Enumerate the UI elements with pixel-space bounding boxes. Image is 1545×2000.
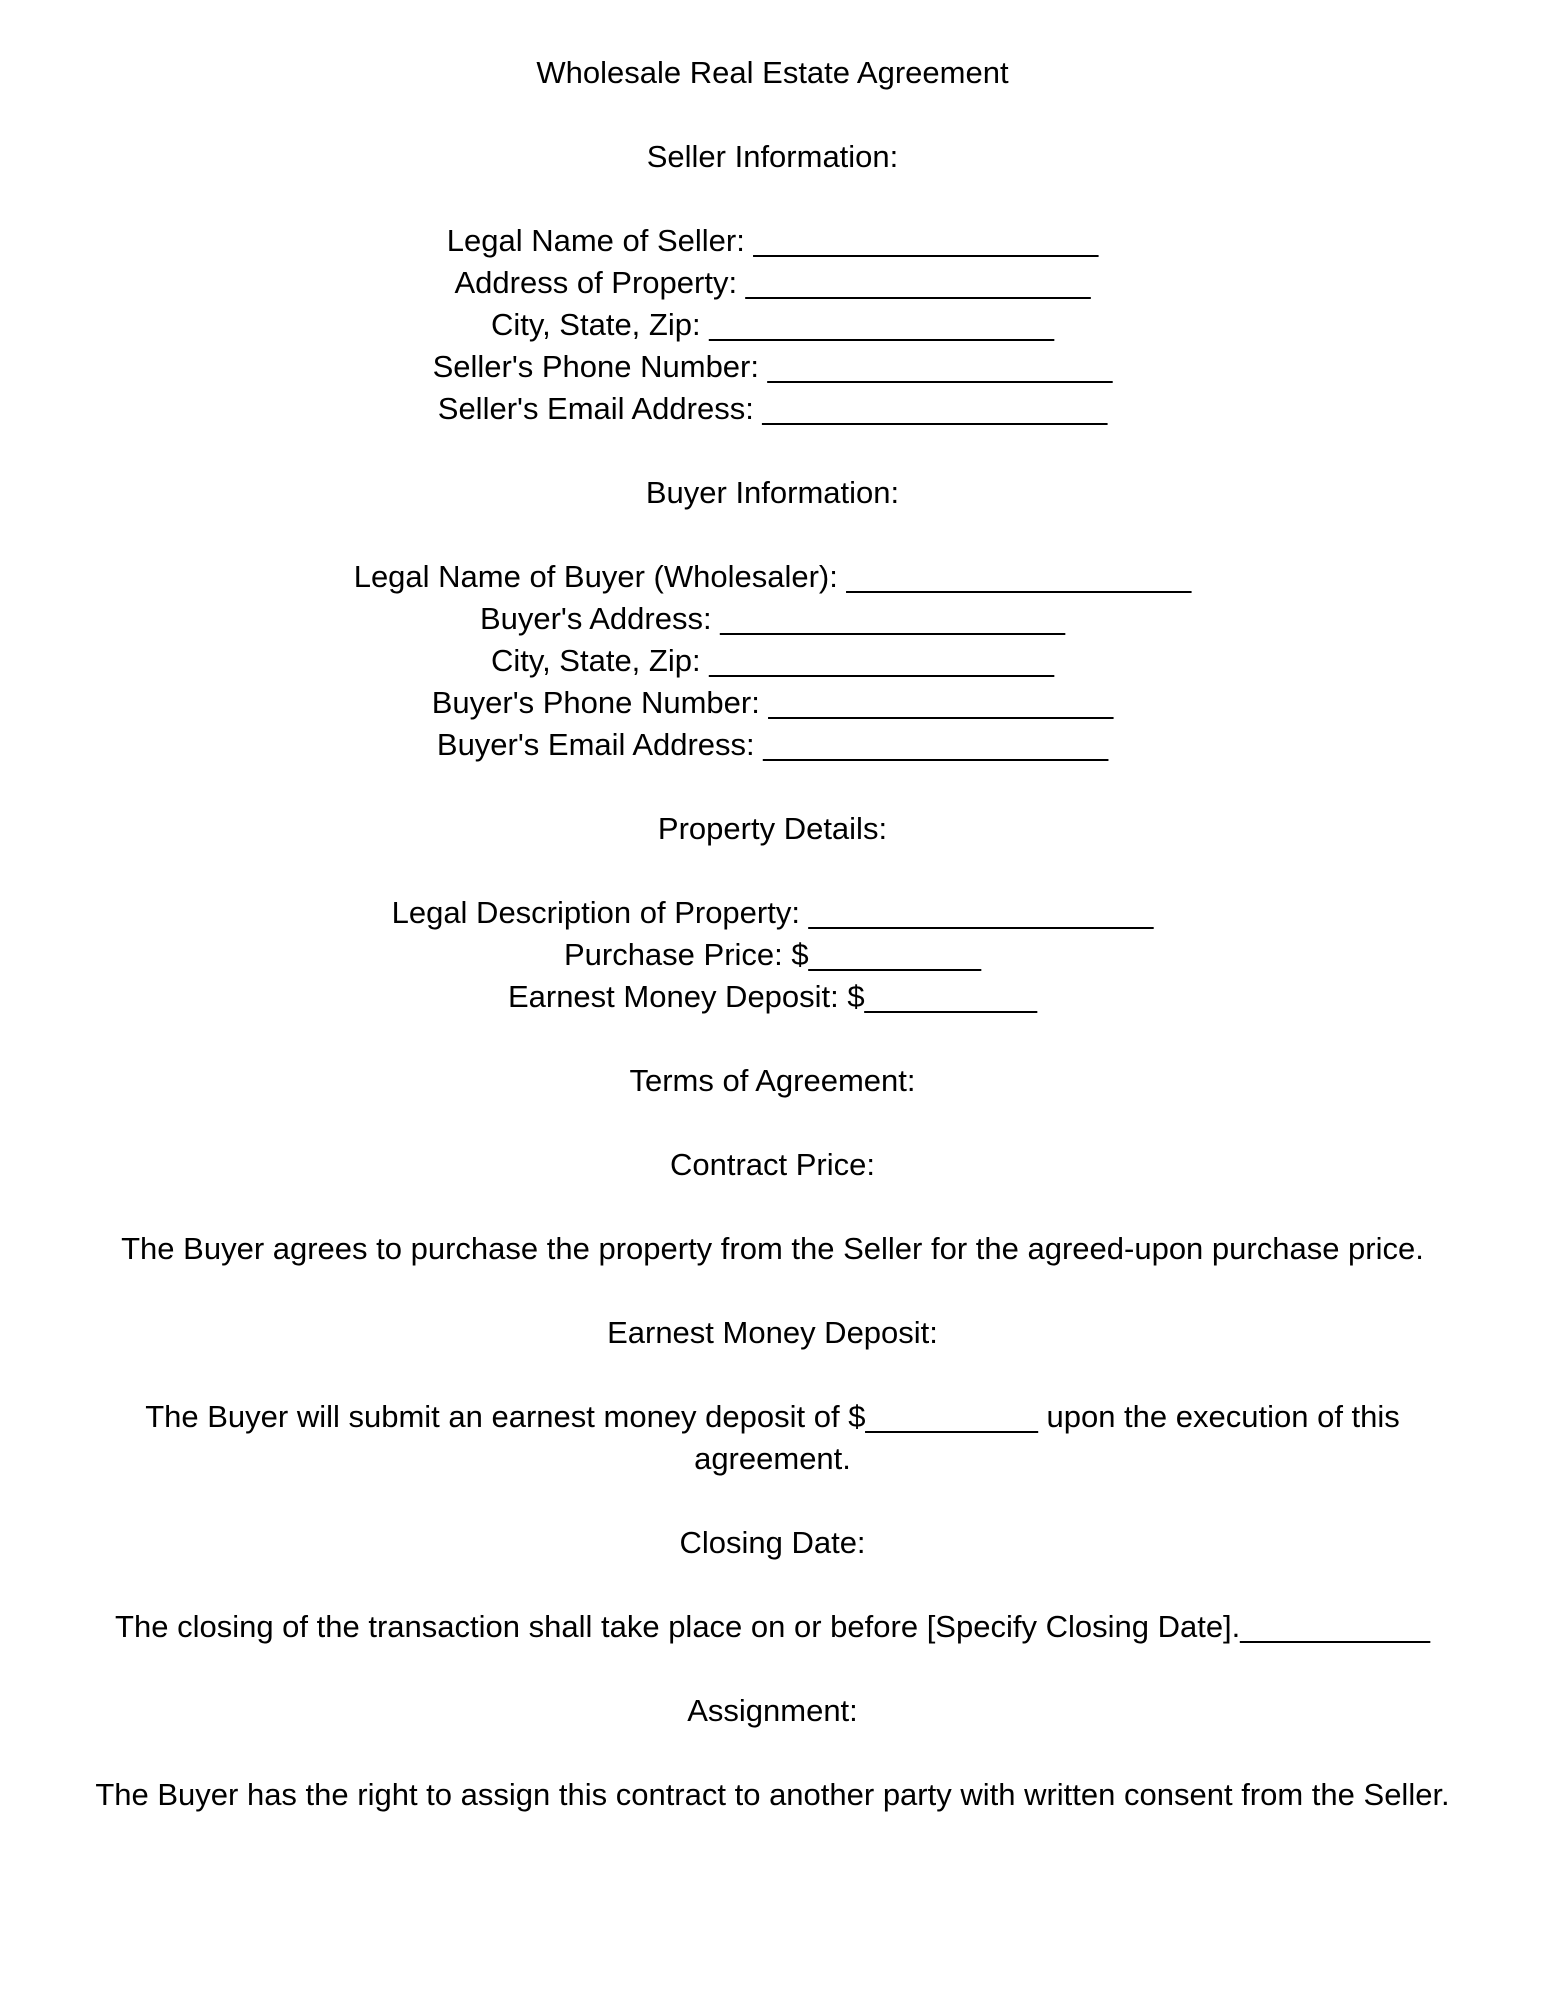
field-buyer-email-address: Buyer's Email Address: ____________________ bbox=[436, 727, 1109, 762]
contract-price-heading: Contract Price: bbox=[669, 1147, 875, 1182]
field-legal-name-of-buyer: Legal Name of Buyer (Wholesaler): ____________________ bbox=[353, 559, 1192, 594]
field-legal-name-of-seller: Legal Name of Seller: ____________________ bbox=[446, 223, 1099, 258]
earnest-money-heading: Earnest Money Deposit: bbox=[607, 1315, 938, 1350]
field-buyer-city-state-zip: City, State, Zip: ____________________ bbox=[490, 643, 1055, 678]
property-section-heading: Property Details: bbox=[657, 811, 888, 846]
contract-price-body: The Buyer agrees to purchase the property from the Seller for the agreed-upon purchase price. bbox=[121, 1231, 1424, 1266]
field-buyer-address: Buyer's Address: ____________________ bbox=[479, 601, 1066, 636]
assignment-body: The Buyer has the right to assign this contract to another party with written consent from the Seller. bbox=[95, 1777, 1450, 1812]
earnest-money-body bbox=[0, 1396, 1545, 1480]
seller-fields bbox=[0, 220, 1545, 430]
earnest-money-body-line-2: agreement. bbox=[694, 1441, 851, 1476]
closing-date-heading: Closing Date: bbox=[679, 1525, 866, 1560]
earnest-money-body-line-1: The Buyer will submit an earnest money deposit of $__________ upon the execution of this bbox=[145, 1399, 1400, 1434]
field-legal-description: Legal Description of Property: ____________________ bbox=[391, 895, 1154, 930]
field-buyer-phone-number: Buyer's Phone Number: ____________________ bbox=[431, 685, 1114, 720]
seller-section-heading: Seller Information: bbox=[646, 139, 899, 174]
field-purchase-price: Purchase Price: $__________ bbox=[563, 937, 982, 972]
terms-section-heading: Terms of Agreement: bbox=[629, 1063, 916, 1098]
field-seller-city-state-zip: City, State, Zip: ____________________ bbox=[490, 307, 1055, 342]
field-seller-phone-number: Seller's Phone Number: ____________________ bbox=[432, 349, 1113, 384]
property-fields bbox=[0, 892, 1545, 1018]
field-address-of-property: Address of Property: ____________________ bbox=[454, 265, 1091, 300]
field-earnest-money-deposit: Earnest Money Deposit: $__________ bbox=[507, 979, 1038, 1014]
document-title: Wholesale Real Estate Agreement bbox=[536, 55, 1009, 90]
closing-date-body: The closing of the transaction shall take place on or before [Specify Closing Date].___________ bbox=[115, 1609, 1430, 1644]
field-seller-email-address: Seller's Email Address: ____________________ bbox=[437, 391, 1108, 426]
buyer-section-heading: Buyer Information: bbox=[645, 475, 900, 510]
assignment-heading: Assignment: bbox=[687, 1693, 858, 1728]
buyer-fields bbox=[0, 556, 1545, 766]
